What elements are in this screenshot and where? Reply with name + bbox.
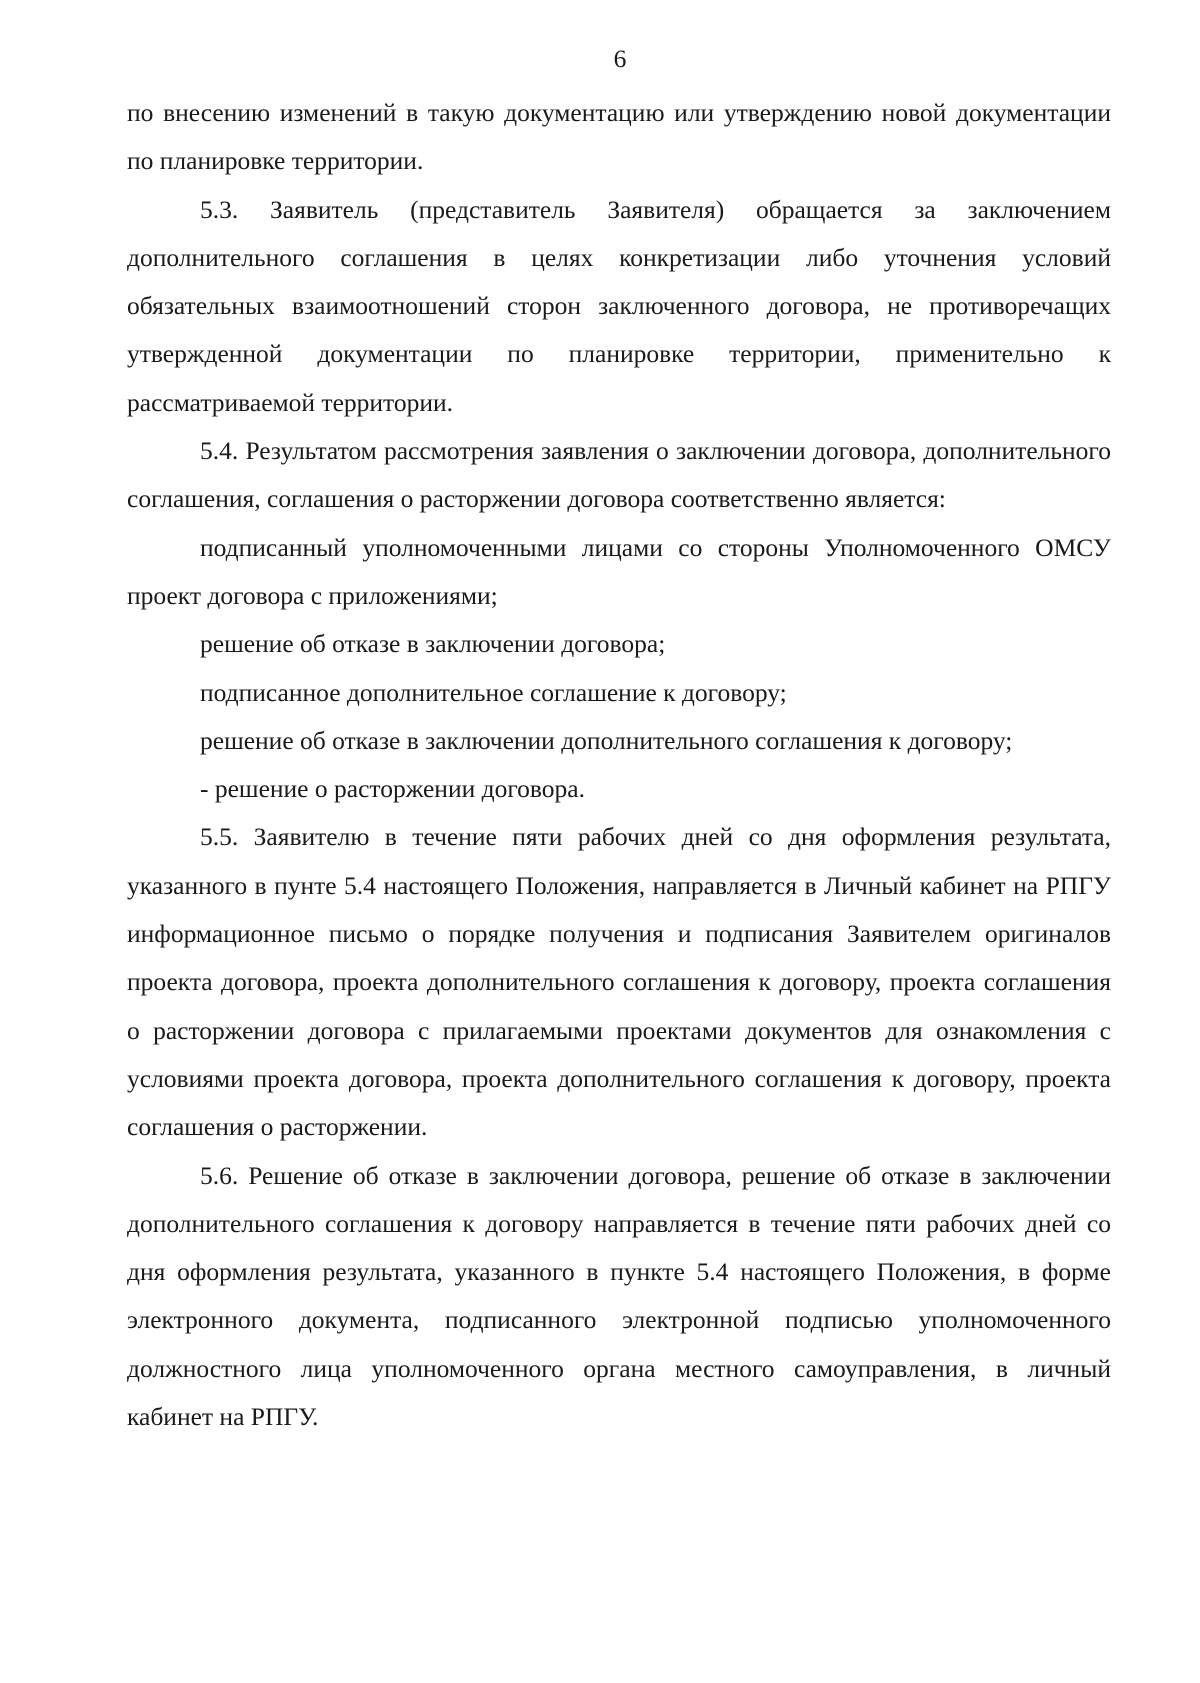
list-item-refusal-contract: решение об отказе в заключении договора; xyxy=(200,629,666,659)
list-item-signed-draft: подписанный уполномоченными лицами со стороны Уполномоченного ОМСУ проект договора с приложениями; xyxy=(127,532,1111,610)
list-item-termination: - решение о расторжении договора. xyxy=(200,774,585,804)
paragraph-5-3: 5.3. Заявитель (представитель Заявителя) обращается за заключением дополнительного соглашения в целях конкретизации либо уточнения условий обязательных взаимоотношений сторон заключенного договора, не противоречащих утвержденной документации по планировке территории, применительно к рассматриваемой территории. xyxy=(127,194,1111,417)
page-number: 6 xyxy=(613,44,627,73)
paragraph-5-6: 5.6. Решение об отказе в заключении договора, решение об отказе в заключении дополнительного соглашения к договору направляется в течение пяти рабочих дней со дня оформления результата, указанного в пункте 5.4 настоящего Положения, в форме электронного документа, подписанного электронной подписью уполномоченного должностного лица уполномоченного органа местного самоуправления, в личный кабинет на РПГУ. xyxy=(127,1160,1111,1432)
paragraph-5-4: 5.4. Результатом рассмотрения заявления о заключении договора, дополнительного соглашения, соглашения о расторжении договора соответственно является: xyxy=(127,436,1111,514)
paragraph-continuation: по внесению изменений в такую документацию или утверждению новой документации по планировке территории. xyxy=(127,98,1111,176)
list-item-refusal-agreement: решение об отказе в заключении дополнительного соглашения к договору; xyxy=(200,725,1013,755)
paragraph-5-5: 5.5. Заявителю в течение пяти рабочих дней со дня оформления результата, указанного в пунте 5.4 настоящего Положения, направляется в Личный кабинет на РПГУ информационное письмо о порядке получения и подписания Заявителем оригиналов проекта договора, проекта дополнительного соглашения к договору, проекта соглашения о расторжении договора с прилагаемыми проектами документов для ознакомления с условиями проекта договора, проекта дополнительного соглашения к договору, проекта соглашения о расторжении. xyxy=(127,822,1111,1142)
list-item-signed-agreement: подписанное дополнительное соглашение к договору; xyxy=(200,677,787,707)
document-body xyxy=(127,89,1111,1441)
